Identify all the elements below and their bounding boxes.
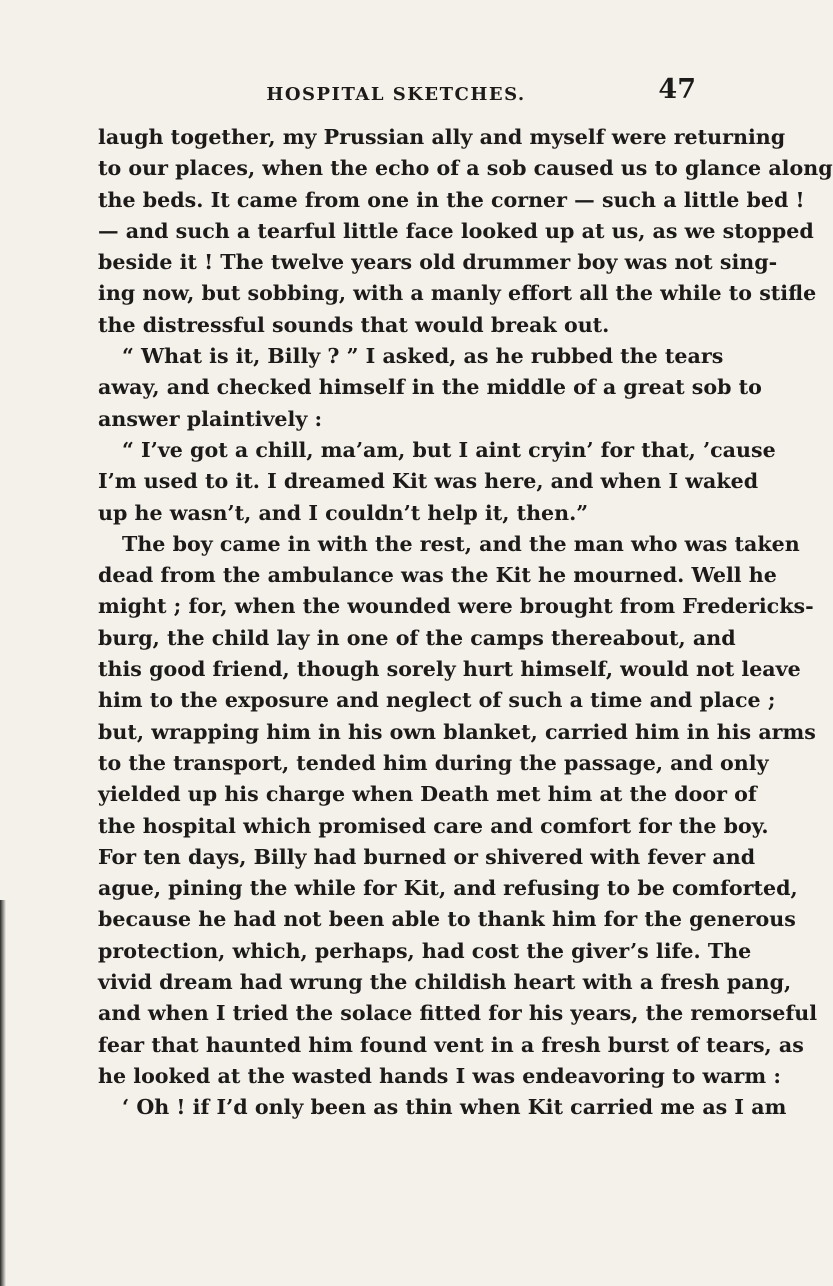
text-line: the beds. It came from one in the corner — such a little bed !	[98, 187, 805, 212]
text-line: beside it ! The twelve years old drummer boy was not sing-	[98, 250, 778, 275]
text-line: might ; for, when the wounded were brought from Fredericks-	[98, 594, 814, 619]
text-line: “ What is it, Billy ? ” I asked, as he rubbed the tears	[122, 344, 724, 369]
text-line: yielded up his charge when Death met him at the door of	[98, 782, 757, 807]
text-line: “ I’ve got a chill, ma’am, but I aint cryin’ for that, ’cause	[122, 437, 776, 462]
text-line: — and such a tearful little face looked up at us, as we stopped	[98, 218, 814, 243]
text-line: and when I tried the solace fitted for his years, the remorseful	[98, 1001, 818, 1026]
text-line: to our places, when the echo of a sob caused us to glance along	[98, 156, 833, 181]
text-line: ing now, but sobbing, with a manly effort all the while to stifle	[98, 281, 817, 306]
text-line: up he wasn’t, and I couldn’t help it, then.”	[98, 500, 589, 525]
text-line: vivid dream had wrung the childish heart with a fresh pang,	[98, 970, 792, 995]
text-line: away, and checked himself in the middle of a great sob to	[98, 375, 762, 400]
text-line: dead from the ambulance was the Kit he mourned. Well he	[98, 563, 777, 588]
text-line: but, wrapping him in his own blanket, carried him in his arms	[98, 719, 816, 744]
text-line: laugh together, my Prussian ally and myself were returning	[98, 125, 786, 149]
text-line: fear that haunted him found vent in a fresh burst of tears, as	[98, 1032, 804, 1057]
page-number: 47	[658, 74, 696, 105]
text-line: protection, which, perhaps, had cost the giver’s life. The	[98, 938, 752, 963]
text-line: I’m used to it. I dreamed Kit was here, and when I waked	[98, 469, 759, 494]
text-line: ‘ Oh ! if I’d only been as thin when Kit carried me as I am	[122, 1095, 787, 1120]
text-line: this good friend, though sorely hurt himself, would not leave	[98, 657, 801, 682]
text-line: answer plaintively :	[98, 406, 323, 431]
scan-edge-shadow	[0, 900, 6, 1286]
body-text	[98, 122, 833, 1124]
text-line: because he had not been able to thank him for the generous	[98, 907, 796, 932]
text-line: he looked at the wasted hands I was endeavoring to warm :	[98, 1063, 781, 1088]
text-line: The boy came in with the rest, and the man who was taken	[122, 531, 800, 556]
running-header-title: HOSPITAL SKETCHES.	[266, 84, 526, 105]
text-line: him to the exposure and neglect of such a time and place ;	[98, 688, 776, 713]
text-line: the distressful sounds that would break out.	[98, 312, 610, 337]
text-line: the hospital which promised care and comfort for the boy.	[98, 813, 769, 838]
text-line: to the transport, tended him during the passage, and only	[98, 750, 769, 775]
text-line: burg, the child lay in one of the camps thereabout, and	[98, 625, 736, 650]
text-line: ague, pining the while for Kit, and refusing to be comforted,	[98, 876, 798, 901]
text-line: For ten days, Billy had burned or shivered with fever and	[98, 844, 756, 869]
running-header	[96, 74, 696, 114]
